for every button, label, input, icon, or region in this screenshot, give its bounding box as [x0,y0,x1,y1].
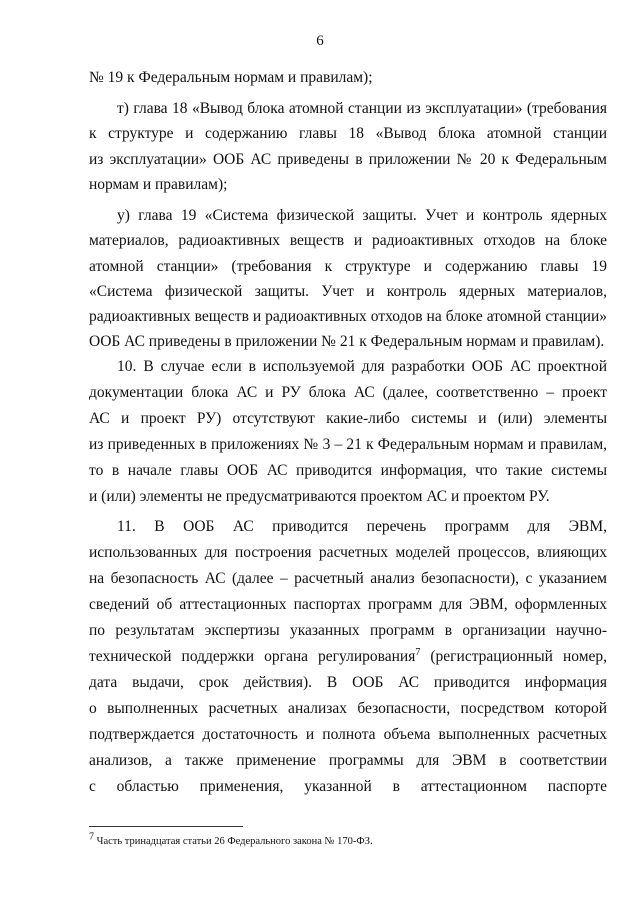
text-line: «Система физической защиты. Учет и контроль ядерных материалов, [89,283,607,300]
text-line: сведений об аттестационных паспортах программ для ЭВМ, оформленных [89,596,607,613]
text-line: из эксплуатации» ООБ АС приведены в приложении № 20 к Федеральным [89,151,607,168]
text-line: материалов, радиоактивных веществ и радиоактивных отходов на блоке [89,232,607,249]
text-line: нормам и правилам); [89,176,228,193]
footnote-ref: 7 [415,646,421,658]
text-line: о выполненных расчетных анализах безопасности, посредством которой [89,700,607,717]
text-line: по результатам экспертизы указанных программ в организации научно- [89,622,607,639]
text-line: и (или) элементы не предусматриваются проектом АС и проектом РУ. [89,488,550,505]
text-line: радиоактивных веществ и радиоактивных отходов на блоке атомной станции» [89,308,607,325]
text-line: из приведенных в приложениях № 3 – 21 к Федеральным нормам и правилам, [89,436,607,453]
text-line: № 19 к Федеральным нормам и правилам); [89,69,373,86]
text-line: документации блока АС и РУ блока АС (далее, соответственно – проект [89,384,607,401]
text-line: использованных для построения расчетных моделей процессов, влияющих [89,544,607,561]
text-line: т) глава 18 «Вывод блока атомной станции из эксплуатации» (требования [117,100,607,117]
text-line: на безопасность АС (далее – расчетный анализ безопасности), с указанием [89,570,607,587]
footnote [89,831,609,847]
text-line: атомной станции» (требования к структуре и содержанию главы 19 [89,258,607,275]
footnote-separator [89,826,243,827]
text-line [89,647,607,667]
text-line: у) глава 19 «Система физической защиты. Учет и контроль ядерных [117,207,607,224]
text-line: 10. В случае если в используемой для разработки ООБ АС проектной [117,358,607,375]
page-number: 6 [316,33,324,49]
text-line: подтверждается достаточность и полнота объема выполненных расчетных [89,726,607,743]
text-line: анализов, а также применение программы для ЭВМ в соответствии [89,752,607,769]
text-line: то в начале главы ООБ АС приводится информация, что такие системы [89,462,607,479]
footnote-text: Часть тринадцатая статьи 26 Федерального закона № 170-ФЗ. [96,836,373,847]
text-fragment: (регистрационный номер, [430,648,608,665]
text-line: 11. В ООБ АС приводится перечень программ для ЭВМ, [117,518,607,535]
text-line: ООБ АС приведены в приложении № 21 к Федеральным нормам и правилам). [89,333,605,350]
text-line: к структуре и содержанию главы 18 «Вывод блока атомной станции [89,125,607,142]
text-line: с областью применения, указанной в аттестационном паспорте [89,778,607,795]
text-line: дата выдачи, срок действия). В ООБ АС приводится информация [89,674,607,691]
text-fragment: технической поддержки органа регулирования [89,648,416,665]
footnote-marker: 7 [89,831,94,843]
text-line: АС и проект РУ) отсутствуют какие-либо системы и (или) элементы [89,410,607,427]
